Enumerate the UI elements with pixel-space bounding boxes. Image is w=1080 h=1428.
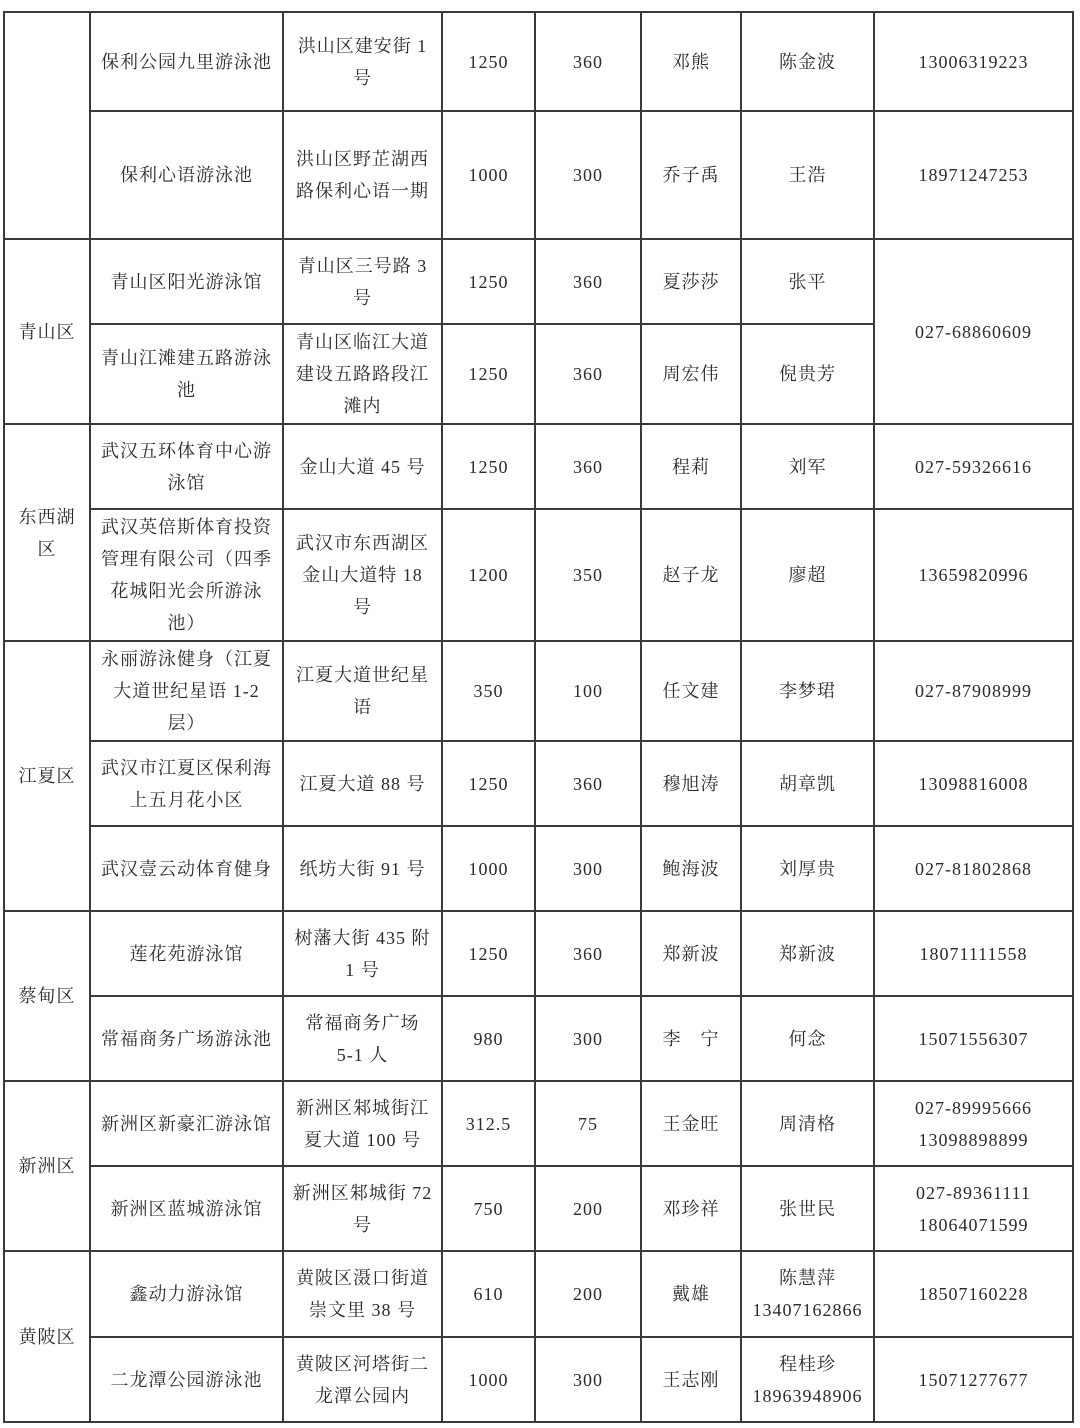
capacity-cell: 360 [535, 239, 641, 324]
area-cell: 1250 [442, 741, 535, 826]
capacity-cell: 350 [535, 509, 641, 641]
capacity-cell: 300 [535, 996, 641, 1081]
contact-person-cell: 张平 [741, 239, 874, 324]
phone-cell: 027-89995666 13098898899 [874, 1081, 1073, 1166]
district-cell: 新洲区 [4, 1081, 90, 1251]
address-cell: 树藩大街 435 附 1 号 [283, 911, 442, 996]
phone-cell: 18507160228 [874, 1251, 1073, 1337]
capacity-cell: 200 [535, 1166, 641, 1251]
phone-cell: 13006319223 [874, 12, 1073, 111]
table-row [4, 239, 1073, 324]
district-cell: 蔡甸区 [4, 911, 90, 1081]
contact-person-cell: 刘军 [741, 424, 874, 509]
capacity-cell: 75 [535, 1081, 641, 1166]
legal-person-cell: 夏莎莎 [641, 239, 741, 324]
contact-person-cell: 刘厚贵 [741, 826, 874, 911]
phone-cell: 027-87908999 [874, 641, 1073, 741]
capacity-cell: 300 [535, 111, 641, 239]
phone-cell: 13098816008 [874, 741, 1073, 826]
phone-cell: 18971247253 [874, 111, 1073, 239]
table-row [4, 641, 1073, 741]
legal-person-cell: 程莉 [641, 424, 741, 509]
venue-name-cell: 鑫动力游泳馆 [90, 1251, 283, 1337]
table-row [4, 996, 1073, 1081]
contact-person-cell: 陈慧萍 13407162866 [741, 1251, 874, 1337]
legal-person-cell: 邓珍祥 [641, 1166, 741, 1251]
table-row [4, 509, 1073, 641]
phone-cell: 027-68860609 [874, 239, 1073, 424]
area-cell: 1200 [442, 509, 535, 641]
area-cell: 1250 [442, 324, 535, 424]
district-cell [4, 12, 90, 239]
legal-person-cell: 王金旺 [641, 1081, 741, 1166]
address-cell: 黄陂区滠口街道 崇文里 38 号 [283, 1251, 442, 1337]
contact-person-cell: 郑新波 [741, 911, 874, 996]
address-cell: 洪山区建安街 1 号 [283, 12, 442, 111]
table-row [4, 424, 1073, 509]
area-cell: 1000 [442, 1337, 535, 1422]
area-cell: 1250 [442, 911, 535, 996]
contact-person-cell: 何念 [741, 996, 874, 1081]
legal-person-cell: 赵子龙 [641, 509, 741, 641]
area-cell: 980 [442, 996, 535, 1081]
legal-person-cell: 乔子禹 [641, 111, 741, 239]
address-cell: 黄陂区河塔街二 龙潭公园内 [283, 1337, 442, 1422]
legal-person-cell: 戴雄 [641, 1251, 741, 1337]
area-cell: 1250 [442, 239, 535, 324]
table-row [4, 1081, 1073, 1166]
address-cell: 新洲区邾城街江 夏大道 100 号 [283, 1081, 442, 1166]
table-row [4, 111, 1073, 239]
area-cell: 1000 [442, 111, 535, 239]
contact-person-cell: 胡章凯 [741, 741, 874, 826]
address-cell: 纸坊大街 91 号 [283, 826, 442, 911]
phone-cell: 027-89361111 18064071599 [874, 1166, 1073, 1251]
area-cell: 1250 [442, 424, 535, 509]
contact-person-cell: 程桂珍 18963948906 [741, 1337, 874, 1422]
area-cell: 750 [442, 1166, 535, 1251]
address-cell: 青山区三号路 3 号 [283, 239, 442, 324]
venue-name-cell: 保利心语游泳池 [90, 111, 283, 239]
address-cell: 江夏大道 88 号 [283, 741, 442, 826]
address-cell: 青山区临江大道 建设五路路段江 滩内 [283, 324, 442, 424]
venue-name-cell: 青山江滩建五路游泳 池 [90, 324, 283, 424]
capacity-cell: 360 [535, 12, 641, 111]
address-cell: 常福商务广场 5-1 人 [283, 996, 442, 1081]
address-cell: 金山大道 45 号 [283, 424, 442, 509]
area-cell: 312.5 [442, 1081, 535, 1166]
phone-cell: 13659820996 [874, 509, 1073, 641]
capacity-cell: 100 [535, 641, 641, 741]
contact-person-cell: 周清格 [741, 1081, 874, 1166]
area-cell: 1250 [442, 12, 535, 111]
table-row [4, 911, 1073, 996]
contact-person-cell: 王浩 [741, 111, 874, 239]
district-cell: 东西湖 区 [4, 424, 90, 641]
area-cell: 610 [442, 1251, 535, 1337]
phone-cell: 15071277677 [874, 1337, 1073, 1422]
venue-name-cell: 武汉壹云动体育健身 [90, 826, 283, 911]
venue-name-cell: 武汉市江夏区保利海 上五月花小区 [90, 741, 283, 826]
address-cell: 新洲区邾城街 72 号 [283, 1166, 442, 1251]
venue-name-cell: 保利公园九里游泳池 [90, 12, 283, 111]
phone-cell: 15071556307 [874, 996, 1073, 1081]
district-cell: 黄陂区 [4, 1251, 90, 1422]
phone-cell: 027-59326616 [874, 424, 1073, 509]
contact-person-cell: 张世民 [741, 1166, 874, 1251]
venue-name-cell: 常福商务广场游泳池 [90, 996, 283, 1081]
venue-name-cell: 莲花苑游泳馆 [90, 911, 283, 996]
area-cell: 1000 [442, 826, 535, 911]
table-row [4, 1166, 1073, 1251]
table-row [4, 1337, 1073, 1422]
venue-name-cell: 新洲区蓝城游泳馆 [90, 1166, 283, 1251]
phone-cell: 18071111558 [874, 911, 1073, 996]
venue-name-cell: 永丽游泳健身（江夏 大道世纪星语 1-2 层） [90, 641, 283, 741]
capacity-cell: 360 [535, 424, 641, 509]
table-row [4, 12, 1073, 111]
venue-name-cell: 新洲区新豪汇游泳馆 [90, 1081, 283, 1166]
contact-person-cell: 陈金波 [741, 12, 874, 111]
capacity-cell: 360 [535, 741, 641, 826]
venue-name-cell: 青山区阳光游泳馆 [90, 239, 283, 324]
district-cell: 青山区 [4, 239, 90, 424]
legal-person-cell: 鲍海波 [641, 826, 741, 911]
table-row [4, 826, 1073, 911]
venue-name-cell: 二龙潭公园游泳池 [90, 1337, 283, 1422]
swimming-venue-table [3, 11, 1074, 1423]
capacity-cell: 300 [535, 826, 641, 911]
table-row [4, 741, 1073, 826]
legal-person-cell: 邓熊 [641, 12, 741, 111]
legal-person-cell: 郑新波 [641, 911, 741, 996]
capacity-cell: 300 [535, 1337, 641, 1422]
venue-name-cell: 武汉五环体育中心游 泳馆 [90, 424, 283, 509]
area-cell: 350 [442, 641, 535, 741]
contact-person-cell: 廖超 [741, 509, 874, 641]
legal-person-cell: 任文建 [641, 641, 741, 741]
legal-person-cell: 周宏伟 [641, 324, 741, 424]
address-cell: 武汉市东西湖区 金山大道特 18 号 [283, 509, 442, 641]
district-cell: 江夏区 [4, 641, 90, 911]
capacity-cell: 360 [535, 324, 641, 424]
capacity-cell: 200 [535, 1251, 641, 1337]
capacity-cell: 360 [535, 911, 641, 996]
legal-person-cell: 穆旭涛 [641, 741, 741, 826]
address-cell: 江夏大道世纪星 语 [283, 641, 442, 741]
legal-person-cell: 王志刚 [641, 1337, 741, 1422]
contact-person-cell: 李梦珺 [741, 641, 874, 741]
phone-cell: 027-81802868 [874, 826, 1073, 911]
contact-person-cell: 倪贵芳 [741, 324, 874, 424]
table-row [4, 1251, 1073, 1337]
legal-person-cell: 李 宁 [641, 996, 741, 1081]
address-cell: 洪山区野芷湖西 路保利心语一期 [283, 111, 442, 239]
venue-name-cell: 武汉英倍斯体育投资 管理有限公司（四季 花城阳光会所游泳 池） [90, 509, 283, 641]
